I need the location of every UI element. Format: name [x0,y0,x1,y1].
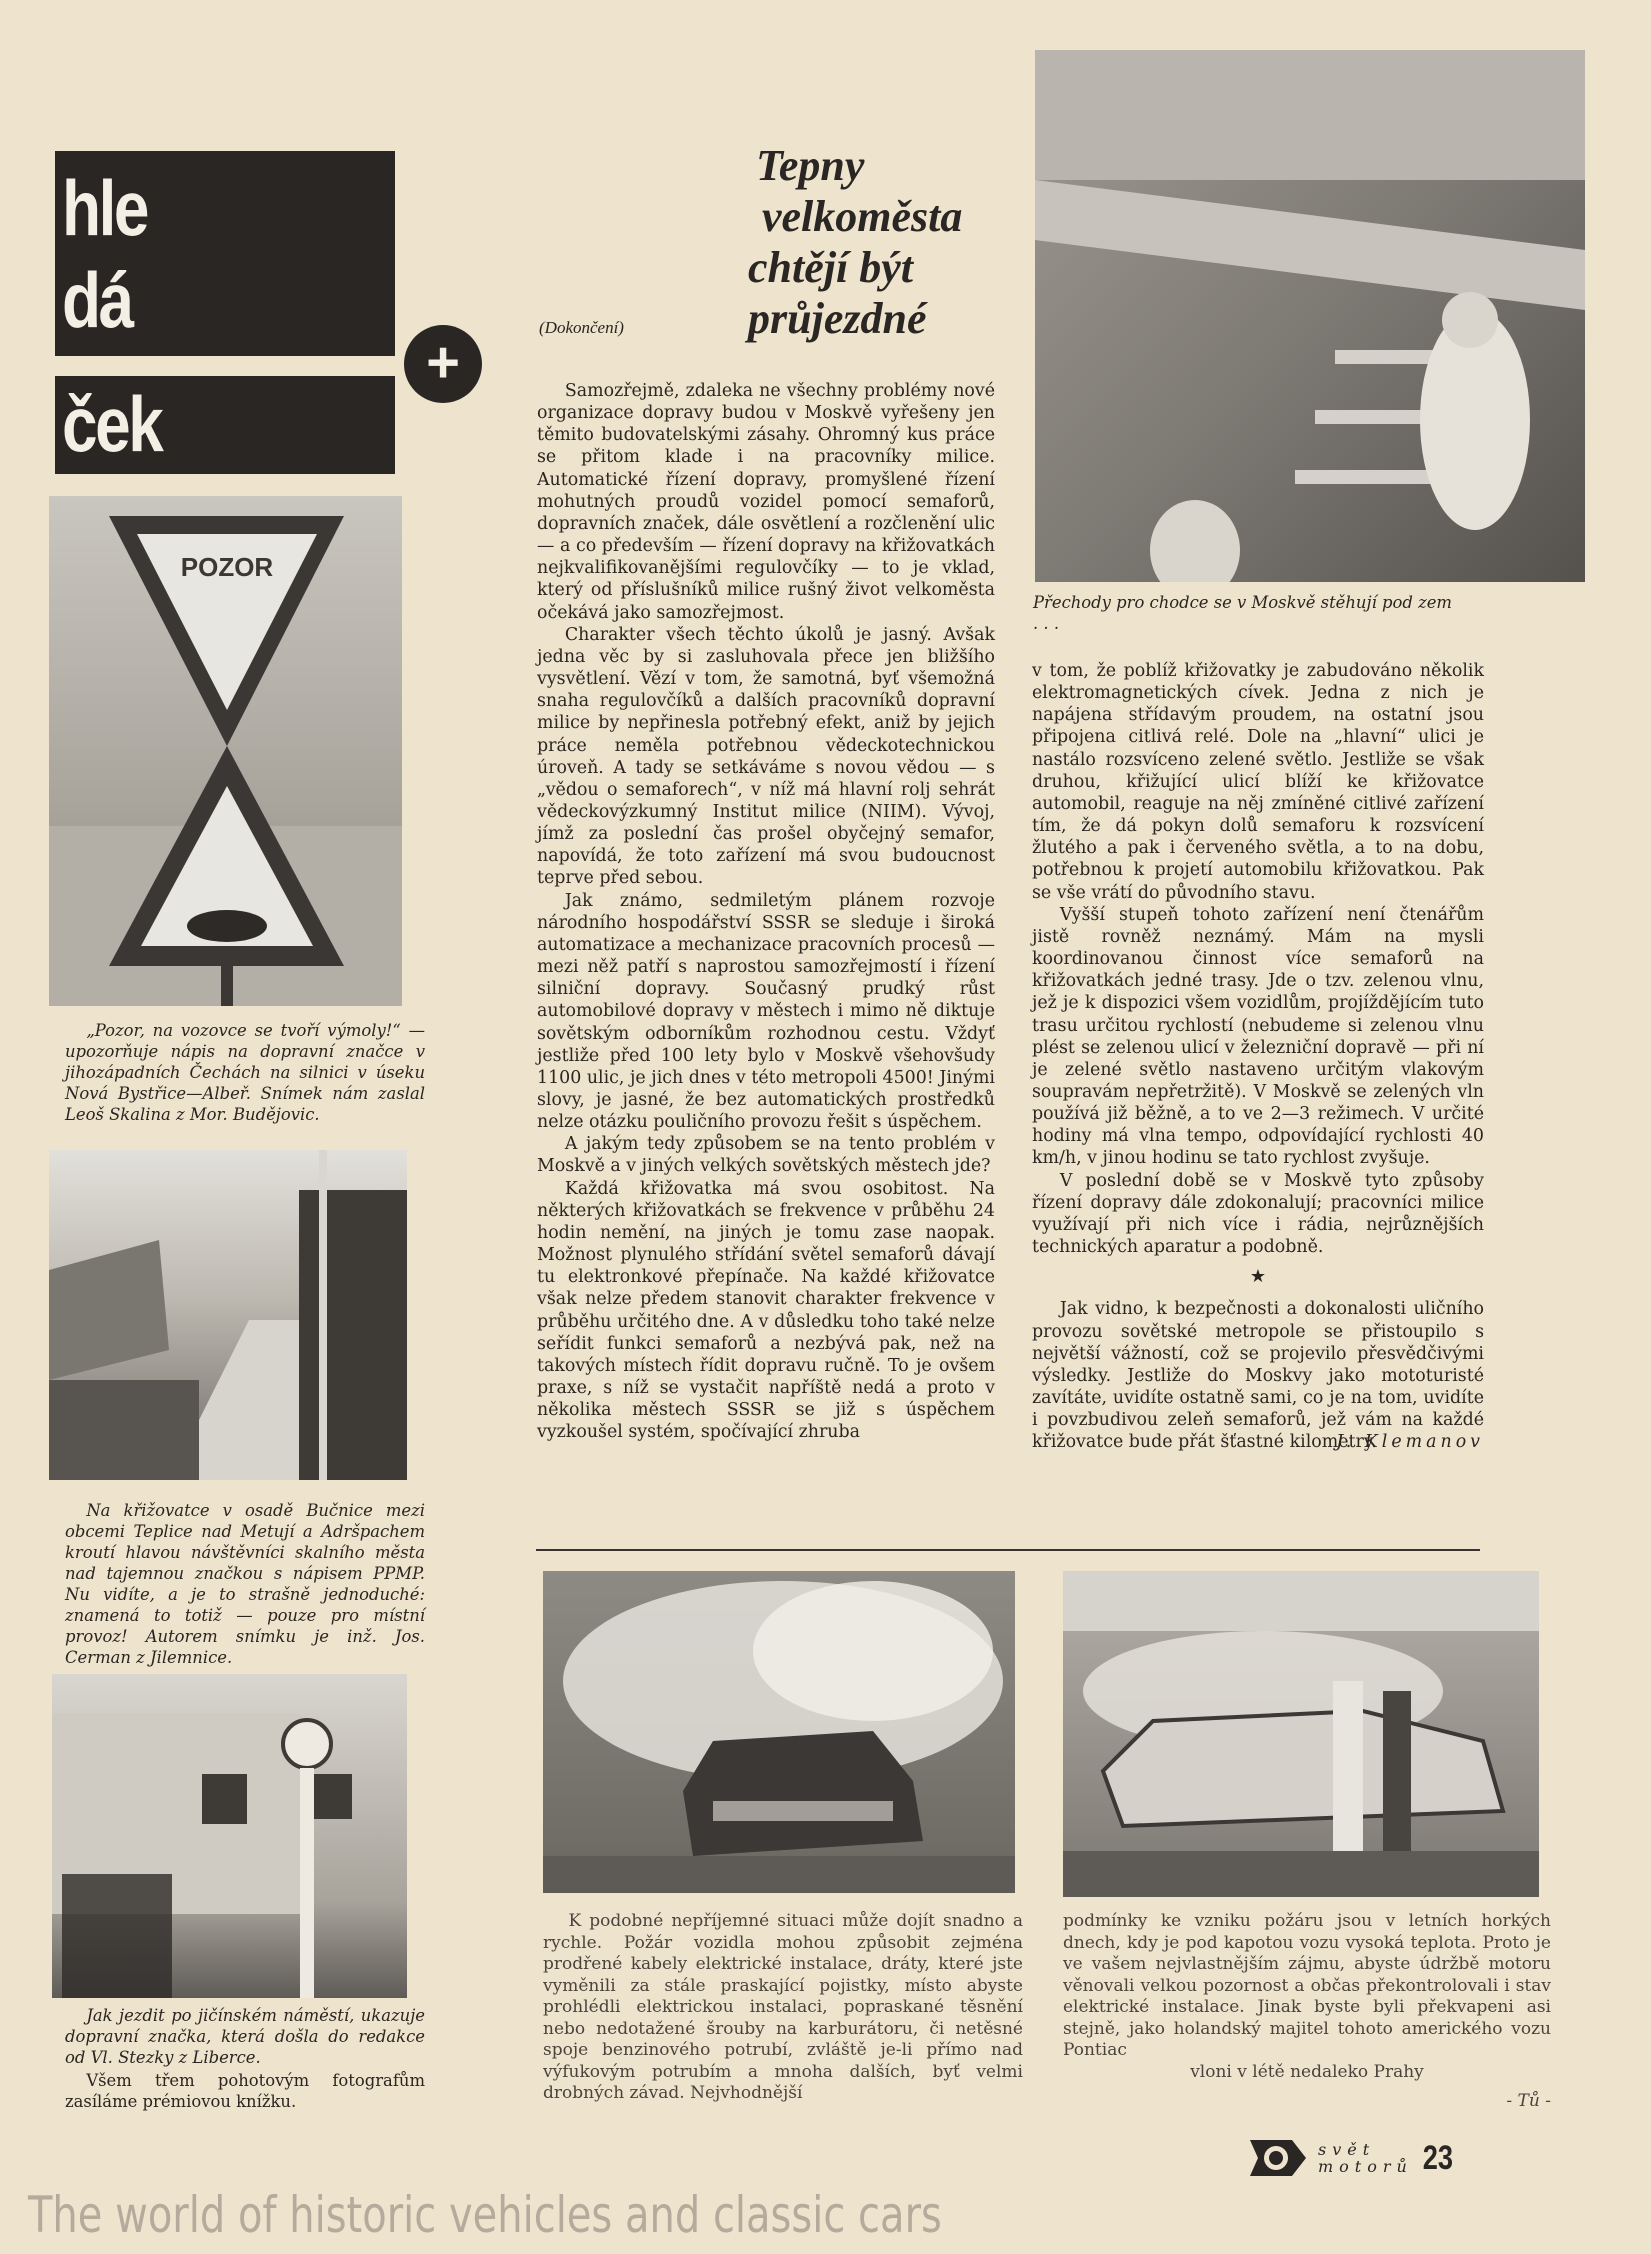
title-line: velkoměsta [762,192,963,241]
photo-warning-sign [49,496,402,1006]
caption-text: Přechody pro chodce se v Moskvě stěhují pod zem . . . [1033,593,1452,633]
section-divider [536,1549,1480,1551]
caption-crossroads [65,1500,425,1668]
paragraph: Každá křižovatka má svou osobitost. Na některých křižovatkách se frekvence v průběhu 24 hodin nemění, na jiných je tomu zase naopak. Možnost plynulého střídání světel semaforů dávají tu elektronkové přepínače. Na každé křižovatce však nelze předem stanovit charakter frekvence v průběhu určitého dne. A v důsledku toho také nelze seřídit funkci semaforů a nezbývá pak, než na takových místech řídit dopravu ručně. To je ovšem praxe, s níž se vystačit napříště nedá a proto v několika městech SSSR se již s úspěchem vyzkoušel systém, spočívající zhruba [537,1178,995,1443]
paragraph: podmínky ke vzniku požáru jsou v letních horkých dnech, kdy je pod kapotou vozu vysoká teplota. Proto je ve vašem nejvlastnějším zájmu, abyste údržbě motoru věnovali velkou pozornost a občas překontrolovali i stav elektrické instalace. Jinak byste byli překvapeni asi stejně, jako holandský majitel tohoto amerického vozu Pontiac [1063,1911,1551,2060]
paragraph: V poslední době se v Moskvě tyto způsoby řízení dopravy dále zdokonalují; pracovníci milice využívají při nich více i rádia, nejrůznějších technických aparatur a podobně. [1032,1170,1484,1258]
bottom-text-right [1063,1911,1551,2113]
watermark-text: The world of historic vehicles and classic cars [28,2186,942,2244]
pontiac-illustration [1063,1571,1539,1897]
article-column-middle [537,380,995,1444]
caption-text: Jak jezdit po jičínském náměstí, ukazuje dopravní značka, která došla do redakce od Vl. Stezky z Liberce. [65,2006,425,2067]
title-line: Tepny [756,141,865,190]
bottom-text-left [543,1911,1023,2105]
photo-pontiac-fire [1063,1571,1539,1897]
caption-text: „Pozor, na vozovce se tvoří výmoly!“ — upozorňuje nápis na dopravní značce v jihozápadních Čechách na silnici v úseku Nová Bystřice—Albeř. Snímek nám zaslal Leoš Skalina z Mor. Budějovic. [65,1021,425,1124]
magazine-logo [1250,2138,1457,2178]
paragraph: A jakým tedy způsobem se na tento problém v Moskvě a v jiných velkých sovětských městech jde? [537,1134,995,1177]
author-byline: J. Klemanov [1336,1432,1484,1453]
magazine-name-line1: svět [1318,2140,1376,2159]
photo-crossroads-bucnice [49,1150,407,1480]
paragraph: Samozřejmě, zdaleka ne všechny problémy nové organizace dopravy budou v Moskvě vyřešeny jen těmito budovatelskými zásahy. Ohromný kus práce se přitom klade i na pracovníky milice. Automatické řízení dopravy, promyšlené řízení mohutných proudů vozidel pomocí semaforů, dopravních značek, dále osvětlení a rozčlenění ulic — a co především — řízení dopravy na křižovatkách nejkvalifikovanějšími regulovčíky — to je vklad, který od příslušníků milice rušný život velkoměsta očekává jako samozřejmost. [537,381,995,623]
square-sign-illustration [52,1674,407,1998]
underpass-illustration [1035,50,1585,582]
plus-icon: + [404,325,482,403]
burning-car-illustration [543,1571,1015,1893]
paragraph: K podobné nepříjemné situaci může dojít snadno a rychle. Požár vozidla mohou způsobit zejména prodřené kabely elektrické instalace, dráty, které jste vyměnili za stále praskající pojistky, místo abyste prohlédli elektrickou instalaci, popraskané těsnění nebo nedotažené šrouby na karburátoru, či netěsné spoje benzinového potrubí, zvláště je-li přímo nad výfukovým potrubím a mnoha dalších, byť velmi drobných závad. Nejvhodnější [543,1911,1023,2103]
photo-burning-car [543,1571,1015,1893]
sign-text: POZOR [180,552,274,582]
title-line: průjezdné [748,294,927,343]
page-number: 23 [1422,2138,1453,2177]
caption-underpass [1033,592,1453,634]
prize-note-text: Všem třem pohotovým fotografům zasíláme prémiovou knížku. [65,2071,425,2111]
crossroads-illustration [49,1150,407,1480]
rubric-word-3: ček [62,380,162,468]
svet-motoru-logo-icon [1250,2138,1306,2178]
paragraph-last-line: vloni v létě nedaleko Prahy [1190,2061,1424,2082]
star-separator-icon: ★ [1249,1266,1267,1288]
warning-sign-illustration [49,496,402,1006]
paragraph: v tom, že poblíž křižovatky je zabudováno několik elektromagnetických cívek. Jedna z nich je napájena střídavým proudem, na ostatní jsou připojena citlivá relé. Dole na „hlavní“ ulici je nastálo rozsvíceno zelené světlo. Jestliže se však druhou, křižující ulicí blíží ke křižovatce automobil, reaguje na něj zmíněné citlivé zařízení tím, že dá pokyn dolů semaforu k rozsvícení žlutého a pak i červeného světla, a to na dobu, potřebnou k projetí automobilu křižovatkou. Pak se vše vrátí do původního stavu. [1032,661,1484,903]
paragraph: Jak známo, sedmiletým plánem rozvoje národního hospodářství SSSR se sleduje i široká automatizace a mechanizace pracovních procesů — mezi něž patří s naprostou samozřejmostí i řízení silniční dopravy. Současný prudký růst automobilové dopravy v městech i mimo ně diktuje sovětským odborníkům rozhodnou cestu. Vždyť jestliže před 100 lety bylo v Moskvě všehovšudy 1100 ulic, je jich dnes v této metropoli 4500! Jinými slovy, je jasné, že bez automatických prostředků nelze otázku pouličního provozu řešit s úspěchem. [537,890,995,1133]
continuation-label: (Dokončení) [539,318,624,337]
photo-jicin-square-sign [52,1674,407,1998]
caption-text: Na křižovatce v osadě Bučnice mezi obcemi Teplice nad Metují a Adršpachem kroutí hlavou návštěvníci skalního města nad tajemnou značkou s nápisem PPMP. Nu vidíte, a je to strašně jednoduché: znamená to totiž — pouze pro místní provoz! Autorem snímku je inž. Jos. Cerman z Jilemnice. [65,1501,425,1667]
magazine-name [1318,2141,1413,2175]
article-title [748,140,1008,344]
signature: - Tů - [1506,2091,1551,2111]
photo-pedestrian-underpass [1035,50,1585,582]
magazine-name-line2: motorů [1318,2157,1413,2176]
paragraph: Vyšší stupeň tohoto zařízení není čtenářům jistě rovněž neznámý. Mám na mysli koordinovanou činnost více semaforů na křižovatkách jedné trasy. Jde o tzv. zelenou vlnu, jež je k dispozici všem vozidlům, projíždějícím tuto trasu určitou rychlostí (nebudeme si zelenou vlnu plést se zelenou ulicí v železniční dopravě — při ní je zelené světlo nastaveno určitým vlakovým soupravám nepřetržitě). V Moskvě se zelených vln používá již běžně, a to ve 2—3 režimech. V určité hodiny má vlna tempo, odpovídající rychlosti 40 km/h, v jinou hodinu se tato rychlost zvyšuje. [1032,904,1484,1169]
caption-warning-sign [65,1020,425,1125]
paragraph: Jak vidno, k bezpečnosti a dokonalosti uličního provozu sovětské metropole se přistoupilo s největší vážností, což se projevilo přesvědčivými výsledky. Jestliže do Moskvy jako mototuristé zavítáte, uvidíte ostatně sami, co je na tom, uvidíte i povzbudivou zeleň semaforů, jež vám na každé křižovatce bude přát šťastné kilometry. [1032,1299,1484,1453]
caption-jicin [65,2005,425,2068]
title-line: chtějí být [748,243,913,292]
paragraph: Charakter všech těchto úkolů je jasný. Avšak jedna věc by si zasluhovala přece jen bližšího vysvětlení. Vězí v tom, že samotná, byť všemožná snaha regulovčíků a dalších pracovníků dopravní milice by nepřinesla potřebný efekt, aniž by jejich práce neměla potřebnou vědeckotechnickou úroveň. A tady se setkáváme s novou vědou — s „vědou o semaforech“, v níž má hlavní rolj sehrát vědeckovýzkumný Institut milice (NIIM). Vývoj, jímž za poslední čas prošel obyčejný semafor, napovídá, že toto zařízení má svou budoucnost teprve před sebou. [537,624,995,889]
prize-note [65,2070,425,2112]
rubric-word-1: hle [62,164,148,252]
rubric-word-2: dá [62,256,132,344]
article-column-right [1032,660,1484,1454]
